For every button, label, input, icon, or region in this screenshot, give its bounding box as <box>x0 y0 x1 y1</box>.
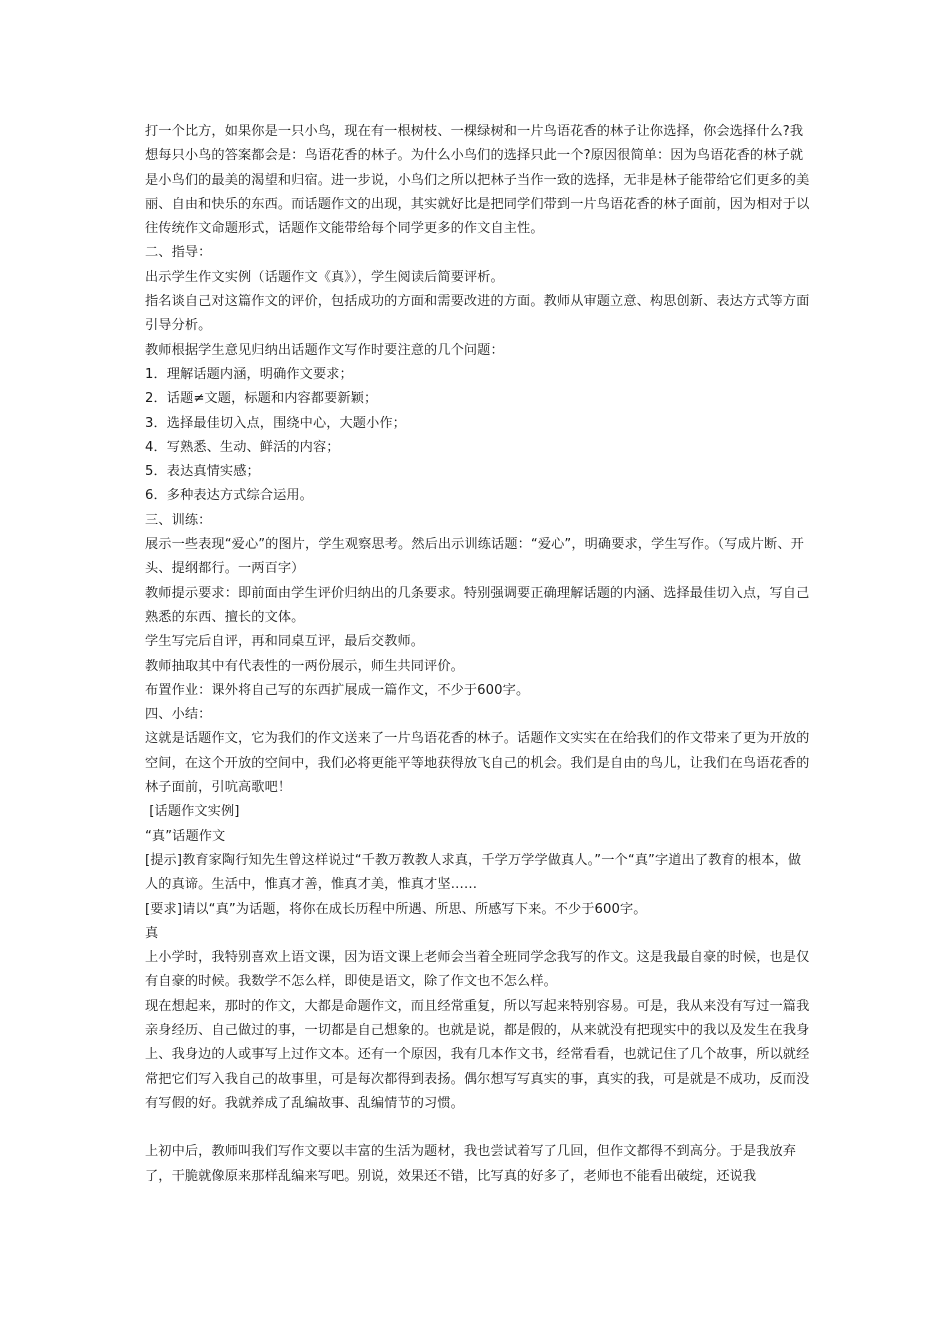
paragraph-hint: [提示]教育家陶行知先生曾这样说过“千教万教教人求真，千学万学学做真人。”一个“真”字道出了教育的根本，做人的真谛。生活中，惟真才善，惟真才美，惟真才坚…… <box>145 852 802 893</box>
blank-line <box>145 1116 810 1140</box>
paragraph: 指名谈自己对这篇作文的评价，包括成功的方面和需要改进的方面。教师从审题立意、构思创新、表达方式等方面引导分析。 <box>145 294 810 334</box>
paragraph: 学生写完后自评，再和同桌互评，最后交教师。 <box>145 634 425 650</box>
paragraph: 出示学生作文实例（话题作文《真》），学生阅读后简要评析。 <box>145 269 504 285</box>
paragraph: 教师根据学生意见归纳出话题作文写作时要注意的几个问题： <box>145 342 504 358</box>
list-item: 3．选择最佳切入点，围绕中心，大题小作； <box>145 415 406 431</box>
list-item: 5．表达真情实感； <box>145 464 260 480</box>
list-item: 6．多种表达方式综合运用。 <box>145 488 313 504</box>
essay-paragraph: 上初中后，教师叫我们写作文要以丰富的生活为题材，我也尝试着写了几回，但作文都得不到高分。于是我放弃了，干脆就像原来那样乱编来写吧。别说，效果还不错，比写真的好多了，老师也不能看出破绽，还说我 <box>145 1144 797 1184</box>
paragraph: 教师提示要求：即前面由学生评价归纳出的几条要求。特别强调要正确理解话题的内涵、选择最佳切入点，写自己熟悉的东西、擅长的文体。 <box>145 585 810 625</box>
paragraph-homework: 布置作业：课外将自己写的东西扩展成一篇作文，不少于600字。 <box>145 682 530 698</box>
section-heading-summary: 四、小结： <box>145 707 212 723</box>
list-item: 4．写熟悉、生动、鲜活的内容； <box>145 439 340 455</box>
example-heading: [话题作文实例] <box>145 804 240 820</box>
list-item: 2．话题≠文题，标题和内容都要新颖； <box>145 391 378 407</box>
essay-paragraph: 现在想起来，那时的作文，大都是命题作文，而且经常重复，所以写起来特别容易。可是，我从来没有写过一篇我亲身经历、自己做过的事，一切都是自己想象的。也就是说，都是假的，从来就没有把现实中的我以及发生在我身上、我身边的人或事写上过作文本。还有一个原因，我有几本作文书，经常看看，也就记住了几个故事，所以就经常把它们写入我自己的故事里，可是每次都得到表扬。偶尔想写写真实的事，真实的我，可是就是不成功，反而没有写假的好。我就养成了乱编故事、乱编情节的习惯。 <box>145 998 810 1111</box>
example-title: “真”话题作文 <box>145 828 226 844</box>
list-item: 1．理解话题内涵，明确作文要求； <box>145 366 353 382</box>
section-heading-training: 三、训练： <box>145 512 212 528</box>
paragraph: 这就是话题作文，它为我们的作文送来了一片鸟语花香的林子。话题作文实实在在给我们的作文带来了更为开放的空间，在这个开放的空间中，我们必将更能平等地获得放飞自己的机会。我们是自由的鸟儿，让我们在鸟语花香的林子面前，引吭高歌吧！ <box>145 731 810 796</box>
paragraph-bird-metaphor: 打一个比方，如果你是一只小鸟，现在有一根树枝、一棵绿树和一片鸟语花香的林子让你选择，你会选择什么?我想每只小鸟的答案都会是：鸟语花香的林子。为什么小鸟们的选择只此一个?原因很简单：因为鸟语花香的林子就是小鸟们的最美的渴望和归宿。进一步说，小鸟们之所以把林子当作一致的选择，无非是林子能带给它们更多的美丽、自由和快乐的东西。而话题作文的出现，其实就好比是把同学们带到一片鸟语花香的林子面前，因为相对于以往传统作文命题形式，话题作文能带给每个同学更多的作文自主性。 <box>145 124 810 237</box>
essay-paragraph: 上小学时，我特别喜欢上语文课，因为语文课上老师会当着全班同学念我写的作文。这是我最自豪的时候，也是仅有自豪的时候。我数学不怎么样，即使是语文，除了作文也不怎么样。 <box>145 950 810 990</box>
section-heading-guidance: 二、指导： <box>145 245 212 261</box>
document-body <box>145 120 810 1189</box>
paragraph-requirement: [要求]请以“真”为话题，将你在成长历程中所遇、所思、所感写下来。不少于600字。 <box>145 901 647 917</box>
paragraph: 展示一些表现“爱心”的图片，学生观察思考。然后出示训练话题：“爱心”，明确要求，学生写作。（写成片断、开头、提纲都行。一两百字） <box>145 537 804 577</box>
paragraph: 教师抽取其中有代表性的一两份展示，师生共同评价。 <box>145 658 464 674</box>
essay-title: 真 <box>145 925 159 941</box>
